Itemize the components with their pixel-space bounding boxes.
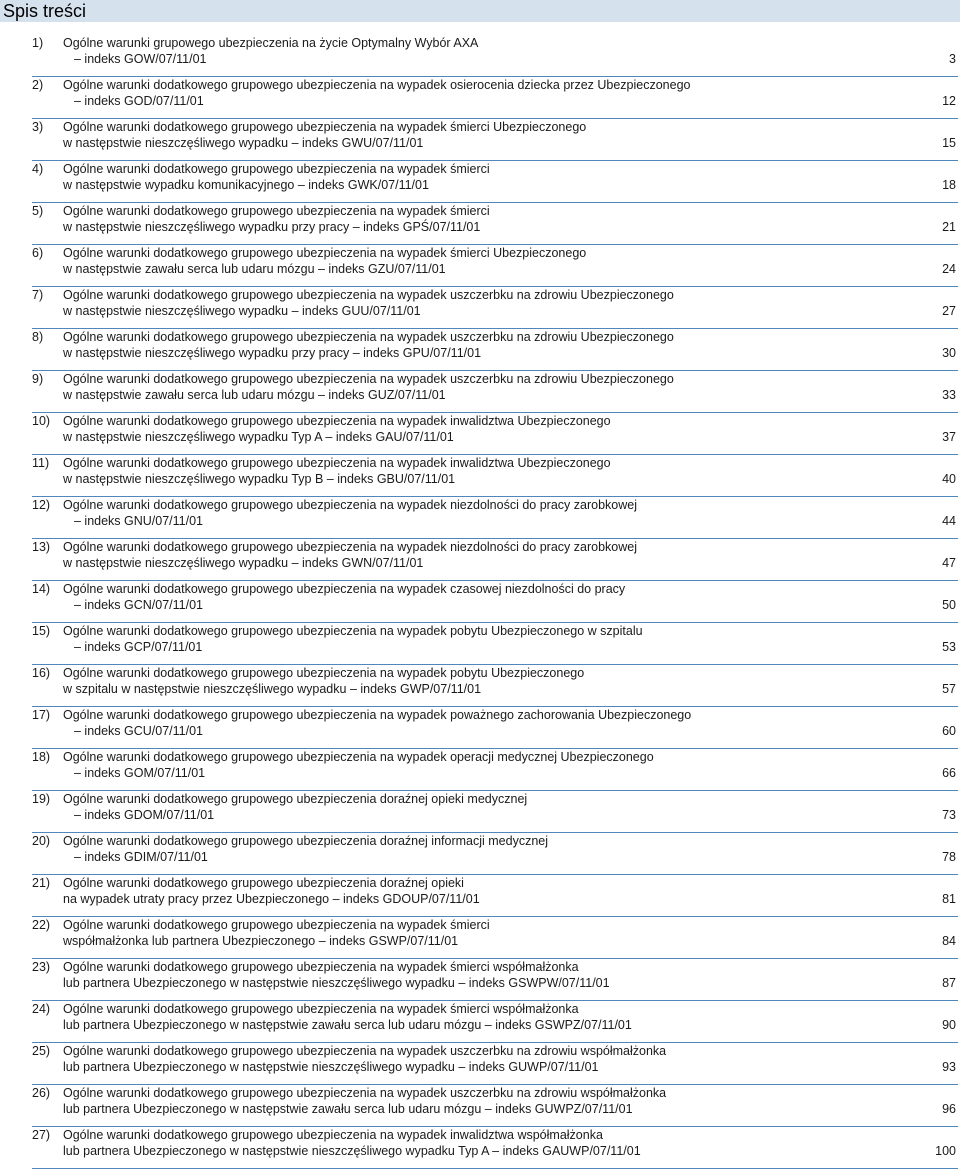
entry-title: Ogólne warunki dodatkowego grupowego ubezpieczenia na wypadek pobytu Ubezpieczonego (63, 666, 585, 680)
toc-entry[interactable] (32, 917, 958, 959)
entry-number: 14) (32, 582, 51, 596)
entry-page-number: 24 (942, 262, 956, 276)
entry-number: 4) (32, 162, 44, 176)
entry-subtitle: – indeks GCP/07/11/01 (74, 640, 203, 654)
entry-page-number: 73 (942, 808, 956, 822)
entry-subtitle: – indeks GOW/07/11/01 (74, 52, 207, 66)
entry-subtitle: – indeks GDOM/07/11/01 (74, 808, 215, 822)
entry-subtitle: lub partnera Ubezpieczonego w następstwie nieszczęśliwego wypadku Typ A – indeks GAUWP/07/11/01 (63, 1144, 641, 1158)
entry-title: Ogólne warunki dodatkowego grupowego ubezpieczenia na wypadek operacji medycznej Ubezpieczonego (63, 750, 654, 764)
toc-entry[interactable] (32, 665, 958, 707)
entry-page-number: 96 (942, 1102, 956, 1116)
entry-title: Ogólne warunki dodatkowego grupowego ubezpieczenia na wypadek śmierci (63, 918, 490, 932)
toc-entry[interactable] (32, 833, 958, 875)
entry-title: Ogólne warunki dodatkowego grupowego ubezpieczenia na wypadek osierocenia dziecka przez Ubezpieczonego (63, 78, 691, 92)
entry-title: Ogólne warunki dodatkowego grupowego ubezpieczenia doraźnej opieki (63, 876, 464, 890)
entry-number: 25) (32, 1044, 51, 1058)
entry-subtitle: lub partnera Ubezpieczonego w następstwie nieszczęśliwego wypadku – indeks GSWPW/07/11/01 (63, 976, 610, 990)
entry-subtitle: na wypadek utraty pracy przez Ubezpieczonego – indeks GDOUP/07/11/01 (63, 892, 480, 906)
entry-page-number: 47 (942, 556, 956, 570)
entry-number: 10) (32, 414, 51, 428)
entry-page-number: 40 (942, 472, 956, 486)
table-of-contents (32, 35, 958, 1169)
entry-subtitle: lub partnera Ubezpieczonego w następstwie zawału serca lub udaru mózgu – indeks GSWPZ/07/11/01 (63, 1018, 632, 1032)
entry-number: 19) (32, 792, 51, 806)
entry-title: Ogólne warunki dodatkowego grupowego ubezpieczenia na wypadek inwalidztwa Ubezpieczonego (63, 456, 611, 470)
entry-title: Ogólne warunki dodatkowego grupowego ubezpieczenia na wypadek uszczerbku na zdrowiu Ubezpieczonego (63, 330, 674, 344)
entry-page-number: 100 (935, 1144, 956, 1158)
toc-entry[interactable] (32, 35, 958, 77)
entry-page-number: 93 (942, 1060, 956, 1074)
entry-page-number: 81 (942, 892, 956, 906)
entry-number: 2) (32, 78, 44, 92)
entry-number: 18) (32, 750, 51, 764)
entry-subtitle: – indeks GDIM/07/11/01 (74, 850, 208, 864)
entry-subtitle: w następstwie nieszczęśliwego wypadku – indeks GWU/07/11/01 (63, 136, 424, 150)
entry-title: Ogólne warunki dodatkowego grupowego ubezpieczenia na wypadek czasowej niezdolności do pracy (63, 582, 626, 596)
entry-number: 1) (32, 36, 44, 50)
entry-title: Ogólne warunki dodatkowego grupowego ubezpieczenia na wypadek poważnego zachorowania Ubezpieczonego (63, 708, 692, 722)
toc-entry[interactable] (32, 749, 958, 791)
entry-subtitle: – indeks GCN/07/11/01 (74, 598, 204, 612)
entry-title: Ogólne warunki dodatkowego grupowego ubezpieczenia na wypadek inwalidztwa współmałżonka (63, 1128, 603, 1142)
toc-entry[interactable] (32, 623, 958, 665)
entry-title: Ogólne warunki dodatkowego grupowego ubezpieczenia na wypadek uszczerbku na zdrowiu Ubezpieczonego (63, 288, 674, 302)
entry-subtitle: – indeks GOD/07/11/01 (74, 94, 204, 108)
entry-subtitle: w następstwie nieszczęśliwego wypadku – indeks GWN/07/11/01 (63, 556, 424, 570)
entry-title: Ogólne warunki dodatkowego grupowego ubezpieczenia na wypadek niezdolności do pracy zarobkowej (63, 540, 637, 554)
toc-entry[interactable] (32, 875, 958, 917)
entry-subtitle: w następstwie wypadku komunikacyjnego – indeks GWK/07/11/01 (63, 178, 429, 192)
entry-page-number: 44 (942, 514, 956, 528)
entry-subtitle: lub partnera Ubezpieczonego w następstwie zawału serca lub udaru mózgu – indeks GUWPZ/07/11/01 (63, 1102, 633, 1116)
entry-page-number: 87 (942, 976, 956, 990)
entry-title: Ogólne warunki dodatkowego grupowego ubezpieczenia na wypadek śmierci (63, 162, 490, 176)
entry-subtitle: – indeks GNU/07/11/01 (74, 514, 204, 528)
entry-title: Ogólne warunki dodatkowego grupowego ubezpieczenia na wypadek śmierci współmałżonka (63, 960, 579, 974)
entry-number: 3) (32, 120, 44, 134)
toc-entry[interactable] (32, 581, 958, 623)
toc-entry[interactable] (32, 455, 958, 497)
entry-number: 26) (32, 1086, 51, 1100)
entry-subtitle: lub partnera Ubezpieczonego w następstwie nieszczęśliwego wypadku – indeks GUWP/07/11/01 (63, 1060, 599, 1074)
entry-page-number: 50 (942, 598, 956, 612)
entry-page-number: 27 (942, 304, 956, 318)
toc-entry[interactable] (32, 539, 958, 581)
entry-page-number: 12 (942, 94, 956, 108)
entry-subtitle: w następstwie nieszczęśliwego wypadku przy pracy – indeks GPŚ/07/11/01 (63, 220, 481, 234)
entry-title: Ogólne warunki dodatkowego grupowego ubezpieczenia doraźnej informacji medycznej (63, 834, 549, 848)
page-title: Spis treści (3, 1, 87, 21)
entry-page-number: 84 (942, 934, 956, 948)
entry-title: Ogólne warunki dodatkowego grupowego ubezpieczenia doraźnej opieki medycznej (63, 792, 528, 806)
entry-subtitle: w następstwie nieszczęśliwego wypadku Typ B – indeks GBU/07/11/01 (63, 472, 456, 486)
entry-number: 8) (32, 330, 44, 344)
toc-entry[interactable] (32, 371, 958, 413)
toc-entry[interactable] (32, 119, 958, 161)
entry-number: 13) (32, 540, 51, 554)
entry-page-number: 90 (942, 1018, 956, 1032)
entry-number: 16) (32, 666, 51, 680)
entry-number: 9) (32, 372, 44, 386)
entry-title: Ogólne warunki dodatkowego grupowego ubezpieczenia na wypadek śmierci Ubezpieczonego (63, 120, 587, 134)
entry-title: Ogólne warunki dodatkowego grupowego ubezpieczenia na wypadek uszczerbku na zdrowiu współmałżonka (63, 1086, 667, 1100)
entry-number: 21) (32, 876, 51, 890)
entry-title: Ogólne warunki grupowego ubezpieczenia na życie Optymalny Wybór AXA (63, 36, 479, 50)
entry-page-number: 18 (942, 178, 956, 192)
toc-entry[interactable] (32, 1127, 958, 1169)
toc-entry[interactable] (32, 329, 958, 371)
toc-entry[interactable] (32, 497, 958, 539)
toc-entry[interactable] (32, 959, 958, 1001)
entry-number: 7) (32, 288, 44, 302)
entry-number: 23) (32, 960, 51, 974)
entry-title: Ogólne warunki dodatkowego grupowego ubezpieczenia na wypadek śmierci współmałżonka (63, 1002, 579, 1016)
entry-page-number: 21 (942, 220, 956, 234)
title-bar (0, 0, 960, 22)
entry-title: Ogólne warunki dodatkowego grupowego ubezpieczenia na wypadek inwalidztwa Ubezpieczonego (63, 414, 611, 428)
entry-page-number: 66 (942, 766, 956, 780)
entry-page-number: 37 (942, 430, 956, 444)
entry-subtitle: w następstwie nieszczęśliwego wypadku przy pracy – indeks GPU/07/11/01 (63, 346, 482, 360)
entry-title: Ogólne warunki dodatkowego grupowego ubezpieczenia na wypadek uszczerbku na zdrowiu Ubezpieczonego (63, 372, 674, 386)
entry-page-number: 60 (942, 724, 956, 738)
entry-subtitle: w szpitalu w następstwie nieszczęśliwego wypadku – indeks GWP/07/11/01 (63, 682, 482, 696)
entry-subtitle: współmałżonka lub partnera Ubezpieczonego – indeks GSWP/07/11/01 (63, 934, 459, 948)
entry-title: Ogólne warunki dodatkowego grupowego ubezpieczenia na wypadek śmierci (63, 204, 490, 218)
toc-entry[interactable] (32, 287, 958, 329)
entry-subtitle: – indeks GCU/07/11/01 (74, 724, 204, 738)
entry-number: 11) (32, 456, 50, 470)
entry-page-number: 30 (942, 346, 956, 360)
entry-number: 6) (32, 246, 44, 260)
toc-entry[interactable] (32, 245, 958, 287)
toc-entry[interactable] (32, 161, 958, 203)
toc-entry[interactable] (32, 413, 958, 455)
entry-page-number: 33 (942, 388, 956, 402)
entry-title: Ogólne warunki dodatkowego grupowego ubezpieczenia na wypadek niezdolności do pracy zarobkowej (63, 498, 637, 512)
entry-number: 20) (32, 834, 51, 848)
entry-title: Ogólne warunki dodatkowego grupowego ubezpieczenia na wypadek pobytu Ubezpieczonego w szpitalu (63, 624, 643, 638)
entry-title: Ogólne warunki dodatkowego grupowego ubezpieczenia na wypadek uszczerbku na zdrowiu współmałżonka (63, 1044, 667, 1058)
toc-entry[interactable] (32, 1085, 958, 1127)
entry-page-number: 57 (942, 682, 956, 696)
entry-title: Ogólne warunki dodatkowego grupowego ubezpieczenia na wypadek śmierci Ubezpieczonego (63, 246, 587, 260)
toc-entry[interactable] (32, 203, 958, 245)
entry-number: 12) (32, 498, 51, 512)
entry-page-number: 53 (942, 640, 956, 654)
toc-entry[interactable] (32, 77, 958, 119)
entry-number: 27) (32, 1128, 51, 1142)
entry-number: 17) (32, 708, 51, 722)
entry-number: 24) (32, 1002, 51, 1016)
toc-entry[interactable] (32, 1001, 958, 1043)
toc-entry[interactable] (32, 1043, 958, 1085)
entry-subtitle: w następstwie zawału serca lub udaru mózgu – indeks GUZ/07/11/01 (63, 388, 446, 402)
entry-number: 15) (32, 624, 51, 638)
toc-entry[interactable] (32, 791, 958, 833)
entry-subtitle: w następstwie zawału serca lub udaru mózgu – indeks GZU/07/11/01 (63, 262, 446, 276)
entry-page-number: 78 (942, 850, 956, 864)
entry-page-number: 3 (949, 52, 956, 66)
toc-entry[interactable] (32, 707, 958, 749)
entry-subtitle: – indeks GOM/07/11/01 (74, 766, 206, 780)
entry-number: 22) (32, 918, 51, 932)
entry-number: 5) (32, 204, 44, 218)
entry-subtitle: w następstwie nieszczęśliwego wypadku – indeks GUU/07/11/01 (63, 304, 421, 318)
entry-page-number: 15 (942, 136, 956, 150)
entry-subtitle: w następstwie nieszczęśliwego wypadku Typ A – indeks GAU/07/11/01 (63, 430, 454, 444)
